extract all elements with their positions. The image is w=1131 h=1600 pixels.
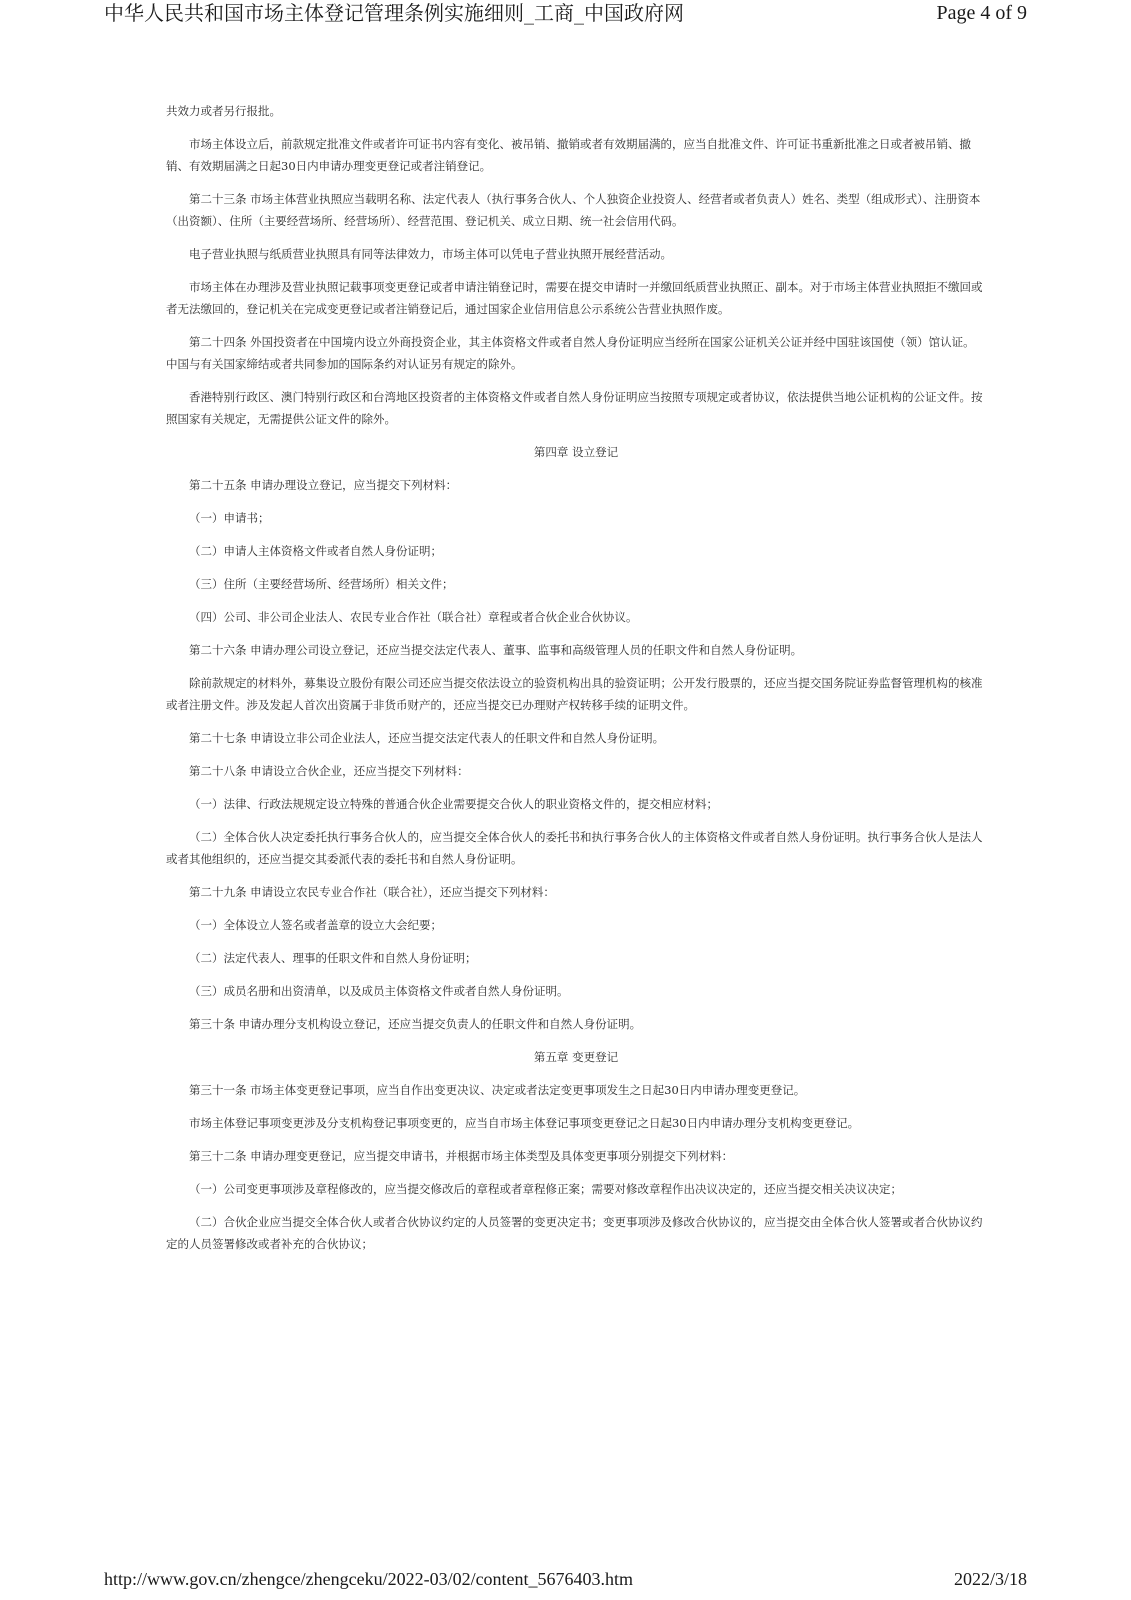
print-header: [0, 0, 1131, 36]
document-body: [166, 100, 986, 1266]
list-item: （一）全体设立人签名或者盖章的设立大会纪要；: [189, 918, 442, 932]
paragraph: 市场主体在办理涉及营业执照记载事项变更登记或者申请注销登记时，需要在提交申请时一并缴回纸质营业执照正、副本。对于市场主体营业执照拒不缴回或者无法缴回的，登记机关在完成变更登记或者注销登记后，通过国家企业信用信息公示系统公告营业执照作废。: [166, 280, 983, 316]
print-date: 2022/3/18: [953, 1569, 1027, 1589]
paragraph: 电子营业执照与纸质营业执照具有同等法律效力，市场主体可以凭电子营业执照开展经营活动。: [189, 247, 672, 261]
list-item: （一）申请书；: [189, 511, 270, 525]
article-26: 第二十六条 申请办理公司设立登记，还应当提交法定代表人、董事、监事和高级管理人员的任职文件和自然人身份证明。: [189, 643, 803, 657]
list-item: （三）成员名册和出资清单，以及成员主体资格文件或者自然人身份证明。: [189, 984, 569, 998]
article-32: 第三十二条 申请办理变更登记，应当提交申请书，并根据市场主体类型及具体变更事项分别提交下列材料：: [189, 1149, 734, 1163]
paragraph: 市场主体登记事项变更涉及分支机构登记事项变更的，应当自市场主体登记事项变更登记之日起30日内申请办理分支机构变更登记。: [189, 1116, 860, 1130]
paragraph: 市场主体设立后，前款规定批准文件或者许可证书内容有变化、被吊销、撤销或者有效期届满的，应当自批准文件、许可证书重新批准之日或者被吊销、撤销、有效期届满之日起30日内申请办理变更登记或者注销登记。: [166, 137, 971, 173]
chapter-heading: 第四章 设立登记: [533, 445, 619, 459]
list-item: （一）公司变更事项涉及章程修改的，应当提交修改后的章程或者章程修正案；需要对修改章程作出决议决定的，还应当提交相关决议决定；: [189, 1182, 902, 1196]
list-item: （二）法定代表人、理事的任职文件和自然人身份证明；: [189, 951, 477, 965]
article-27: 第二十七条 申请设立非公司企业法人，还应当提交法定代表人的任职文件和自然人身份证明。: [189, 731, 665, 745]
list-item: （二）合伙企业应当提交全体合伙人或者合伙协议约定的人员签署的变更决定书；变更事项涉及修改合伙协议的，应当提交由全体合伙人签署或者合伙协议约定的人员签署修改或者补充的合伙协议；: [166, 1215, 983, 1251]
article-24: 第二十四条 外国投资者在中国境内设立外商投资企业，其主体资格文件或者自然人身份证明应当经所在国家公证机关公证并经中国驻该国使（领）馆认证。中国与有关国家缔结或者共同参加的国际条约对认证另有规定的除外。: [166, 335, 975, 371]
document-title: 中华人民共和国市场主体登记管理条例实施细则_工商_中国政府网: [104, 1, 684, 25]
article-29: 第二十九条 申请设立农民专业合作社（联合社），还应当提交下列材料：: [189, 885, 555, 899]
article-25: 第二十五条 申请办理设立登记，应当提交下列材料：: [189, 478, 458, 492]
paragraph: 除前款规定的材料外，募集设立股份有限公司还应当提交依法设立的验资机构出具的验资证明；公开发行股票的，还应当提交国务院证券监督管理机构的核准或者注册文件。涉及发起人首次出资属于非货币财产的，还应当提交已办理财产权转移手续的证明文件。: [166, 676, 983, 712]
article-28: 第二十八条 申请设立合伙企业，还应当提交下列材料：: [189, 764, 469, 778]
article-23: 第二十三条 市场主体营业执照应当载明名称、法定代表人（执行事务合伙人、个人独资企业投资人、经营者或者负责人）姓名、类型（组成形式）、注册资本（出资额）、住所（主要经营场所、经营场所）、经营范围、登记机关、成立日期、统一社会信用代码。: [166, 192, 981, 228]
print-footer: [0, 1566, 1131, 1596]
list-item: （四）公司、非公司企业法人、农民专业合作社（联合社）章程或者合伙企业合伙协议。: [189, 610, 638, 624]
paragraph: 共效力或者另行报批。: [166, 104, 281, 118]
source-url: http://www.gov.cn/zhengce/zhengceku/2022-03/02/content_5676403.htm: [104, 1569, 634, 1589]
paragraph: 香港特别行政区、澳门特别行政区和台湾地区投资者的主体资格文件或者自然人身份证明应当按照专项规定或者协议，依法提供当地公证机构的公证文件。按照国家有关规定，无需提供公证文件的除外。: [166, 390, 983, 426]
list-item: （三）住所（主要经营场所、经营场所）相关文件；: [189, 577, 454, 591]
list-item: （二）申请人主体资格文件或者自然人身份证明；: [189, 544, 442, 558]
list-item: （二）全体合伙人决定委托执行事务合伙人的，应当提交全体合伙人的委托书和执行事务合伙人的主体资格文件或者自然人身份证明。执行事务合伙人是法人或者其他组织的，还应当提交其委派代表的委托书和自然人身份证明。: [166, 830, 983, 866]
list-item: （一）法律、行政法规规定设立特殊的普通合伙企业需要提交合伙人的职业资格文件的，提交相应材料；: [189, 797, 718, 811]
chapter-heading: 第五章 变更登记: [533, 1050, 619, 1064]
article-30: 第三十条 申请办理分支机构设立登记，还应当提交负责人的任职文件和自然人身份证明。: [189, 1017, 642, 1031]
article-31: 第三十一条 市场主体变更登记事项，应当自作出变更决议、决定或者法定变更事项发生之日起30日内申请办理变更登记。: [189, 1083, 806, 1097]
page-number: Page 4 of 9: [936, 2, 1027, 24]
